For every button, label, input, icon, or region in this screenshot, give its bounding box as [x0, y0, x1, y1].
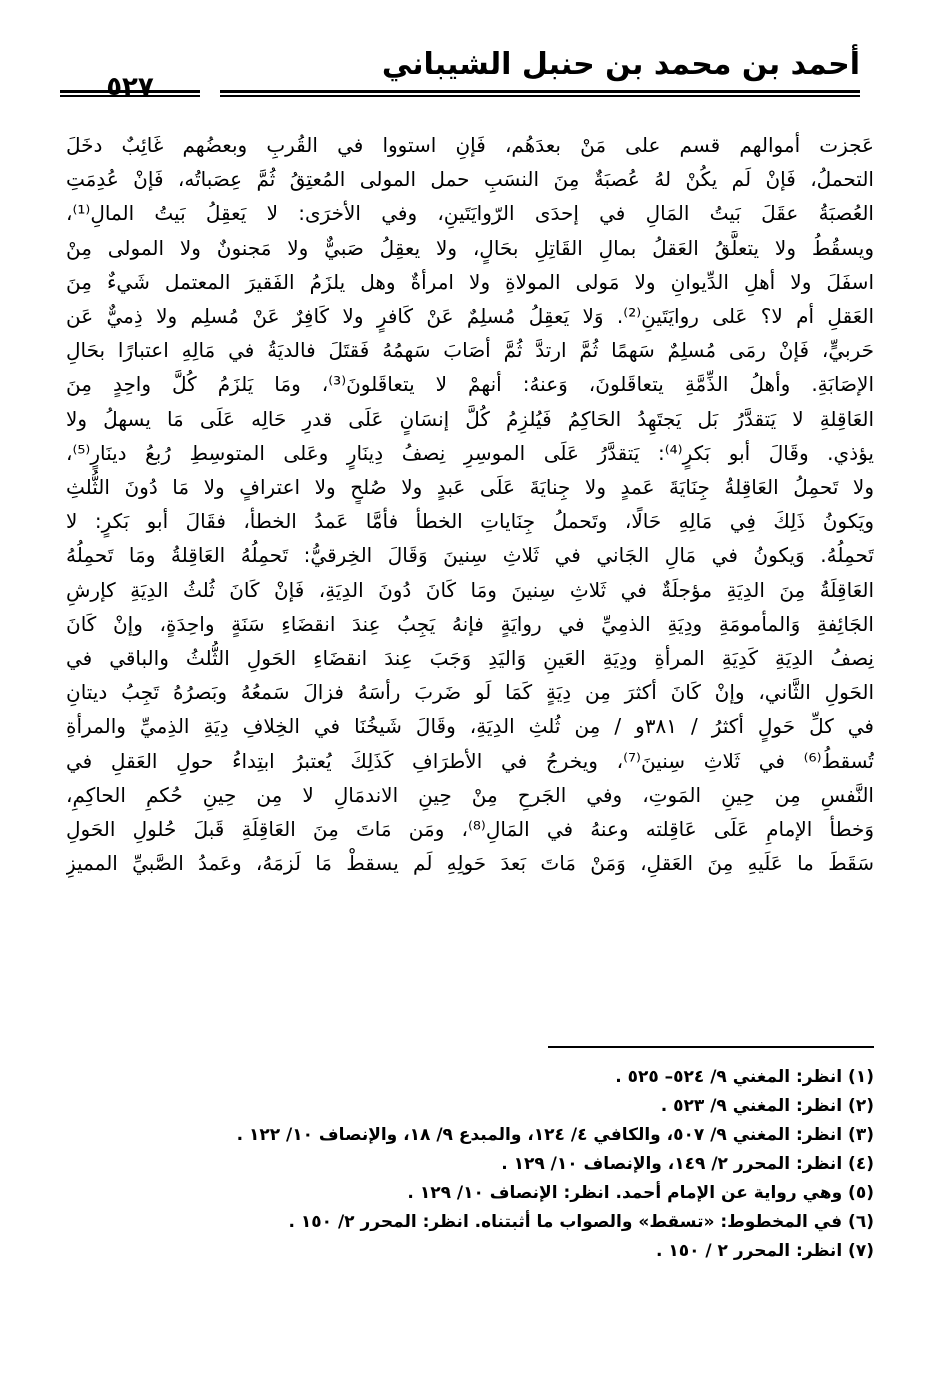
footnote: (١) انظر: المغني ٩/ ٥٢٤– ٥٢٥ .: [615, 1067, 874, 1087]
text-line: النَّفسِ مِن حِينِ المَوتِ، وفي الجَرحِ مِنْ حِينِ الاندمَالِ لا مِن حِينِ حُكمِ الحاكِمِ،: [66, 782, 874, 807]
footnote: (٢) انظر: المغني ٩/ ٥٢٣ .: [660, 1096, 874, 1116]
footnote-separator: [548, 1046, 874, 1048]
text-line: ولا تَحمِلُ العَاقِلةُ جِنَايَةَ عَمدٍ ولا جِنايَةَ عَلَى عَبدٍ ولا صُلحٍ ولا اعترافٍ ولا مَا دُونَ الثُّلثِ: [66, 475, 874, 500]
text-line: اسفَلَ ولا أهلِ الدِّيوانِ ولا مَولى المولاةِ ولا امرأةٌ وهل يلزَمُ الفَقيرَ المعتمل شَيءٌ مِنَ: [66, 269, 874, 294]
text-line: نِصفُ الدِيَةِ كَدِيَةِ المرأةِ ودِيَةِ العَينِ وَاليَدِ وَجَبَ عِندَ انقضَاءِ الحَولِ الثُّلثُ والباقي في: [66, 646, 874, 671]
footnote: (٧) انظر: المحرر ٢ / ١٥٠ .: [655, 1241, 874, 1261]
text-line: عَجزت أموالهم قسم على مَنْ بعدَهُم، فَإنِ استووا في القُربِ وبعضُهم غَائِبٌ دخَلَ: [66, 133, 874, 157]
footnote: (٥) وهي رواية عن الإمام أحمد. انظر: الإنصاف ١٠/ ١٢٩ .: [407, 1183, 874, 1203]
text-line: الجَائِفةِ وَالمأمومَةِ ودِيَةِ الذمِيِّ في روايَةٍ فإنهُ يَجِبُ عِندَ انقضَاءِ سَنَةٍ واحِدَةٍ، وإنْ كَانَ: [66, 611, 874, 636]
text-line: الحَولِ الثَّاني، وإنْ كَانَ أكثرَ مِن دِيَةٍ كَمَا لَو ضَربَ رأسَهُ فزالَ سَمعُهُ وبَصرُهُ تَجِبُ ديتانِ: [66, 680, 874, 705]
footnote: (٣) انظر: المغني ٩/ ٥٠٧، والكافي ٤/ ١٢٤، والمبدع ٩/ ١٨، والإنصاف ١٠/ ١٢٢ .: [236, 1125, 874, 1145]
header-rule-right: [220, 90, 860, 97]
text-line: العَقلِ أم لا؟ عَلى روايَتَينِ⁽²⁾. وَلا يَعقِلُ مُسلِمٌ عَنْ كَافرٍ ولا كَافِرٌ عَنْ مُسلِم ولا ذِميٌّ عَن: [66, 304, 874, 329]
running-title: أحمد بن محمد بن حنبل الشيباني: [381, 47, 860, 82]
text-line: تُسقطُ⁽⁶⁾ في ثَلاثِ سِنينَ⁽⁷⁾، ويخرجُ في الأطرَافِ كَذَلِكَ يُعتبرُ ابتِداءُ حولِ العَقلِ في: [66, 748, 874, 773]
text-line: حَربيٍّ، فَإنْ رمَى مُسلِمٌ سَهمًا ثُمَّ ارتدَّ ثُمَّ أصَابَ سَهمُهُ فَقتَلَ فالديَةُ في مَالِهِ اعتبارًا بحَالِ: [66, 338, 874, 363]
page-header: [60, 45, 860, 102]
text-line: الإصَابَةِ. وأهلُ الذِّمَّةِ يتعاقَلونَ، وَعنهُ: أنهمْ لا يتعاقَلونَ⁽³⁾، ومَا يَلزَمُ كُلَّ واحِدٍ مِنَ: [66, 372, 874, 397]
text-line: يؤذي. وقَالَ أبو بَكرٍ⁽⁴⁾: يَتقدَّرُ عَلَى الموسِرِ نِصفُ دِينَارٍ وعَلى المتوسِطِ رُبعُ دينَارٍ⁽⁵⁾،: [66, 440, 874, 465]
text-line: سَقَطَ ما عَلَيهِ مِنَ العَقلِ، وَمَنْ مَاتَ بَعدَ حَولِهِ لَم يسقطْ مَا لَزمَهُ، وعَمدُ الصَّبيِّ المميزِ: [66, 851, 874, 876]
footnote: (٤) انظر: المحرر ٢/ ١٤٩، والإنصاف ١٠/ ١٢٩ .: [501, 1154, 874, 1174]
text-line: العَاقِلَةُ مِنَ الدِيَةِ مؤجلَةٌ في ثَلاثِ سِنينَ ومَا كَانَ دُونَ الدِيَةِ، فَإنْ كَانَ ثُلثُ الدِيَةِ كإرشِ: [66, 577, 874, 602]
main-text: [66, 128, 874, 880]
text-line: العَاقِلةِ لا يَتقدَّرُ بَل يَجتَهِدُ الحَاكِمُ فَيُلزِمُ كُلَّ إنسَانٍ عَلَى قدرِ حَالِه عَلَى مَا يسهلُ ولا: [66, 406, 874, 431]
header-rule-left: [60, 90, 200, 97]
text-line: ويَكونُ ذَلِكَ فِي مَالِهِ حَالًا، وتَحملُ جِنَاياتِ الخطأ فأمَّا عَمدُ الخطأ، فقَالَ أبو بَكرٍ: لا: [66, 509, 874, 534]
text-line: وَخطأ الإمامِ عَلَى عَاقِلته وعنهُ في المَالِ⁽⁸⁾، ومَن مَاتَ مِنَ العَاقِلَةِ قَبلَ حُلولِ الحَولِ: [66, 817, 874, 842]
text-line: في كلِّ حَولٍ أكثرُ / ٣٨١و / مِن ثُلثِ الدِيَةِ، وقَالَ شَيخُنَا في الخِلافِ دِيَةِ الذِميِّ والمرأةِ: [66, 714, 874, 739]
footnotes: [160, 1063, 874, 1266]
text-line: ويسقُطُ ولا يتعلَّقُ العَقلُ بمالِ القَاتِلِ بحَالٍ، ولا يعقِلُ صَبيٌّ ولا مَجنونٌ ولا المولى مِنْ: [66, 235, 874, 260]
footnote: (٦) في المخطوط: «تسقط» والصواب ما أثبتناه. انظر: المحرر ٢/ ١٥٠ .: [288, 1212, 874, 1232]
text-line: التحملُ، فَإنْ لَم يكُنْ لهُ عُصبَةٌ مِنَ النسَبِ حمل المولى المُعتِقُ ثُمَّ عِصَباتُه، فَإنْ عُدِمَتِ: [66, 167, 874, 192]
text-line: العُصبَةُ عقَلَ بَيتُ المَالِ في إحدَى الرّوايَتَينِ، وفي الأخرَى: لا يَعقِلُ بَيتُ المالِ⁽¹⁾،: [66, 201, 874, 226]
text-line: تَحمِلُهُ. وَيكونُ في مَالِ الجَاني في ثَلاثِ سِنينَ وَقَالَ الخِرقيُّ: تَحمِلُهُ العَاقِلةُ ومَا تَحمِلُهُ: [66, 543, 874, 568]
page-number: ٥٢٧: [106, 72, 154, 102]
